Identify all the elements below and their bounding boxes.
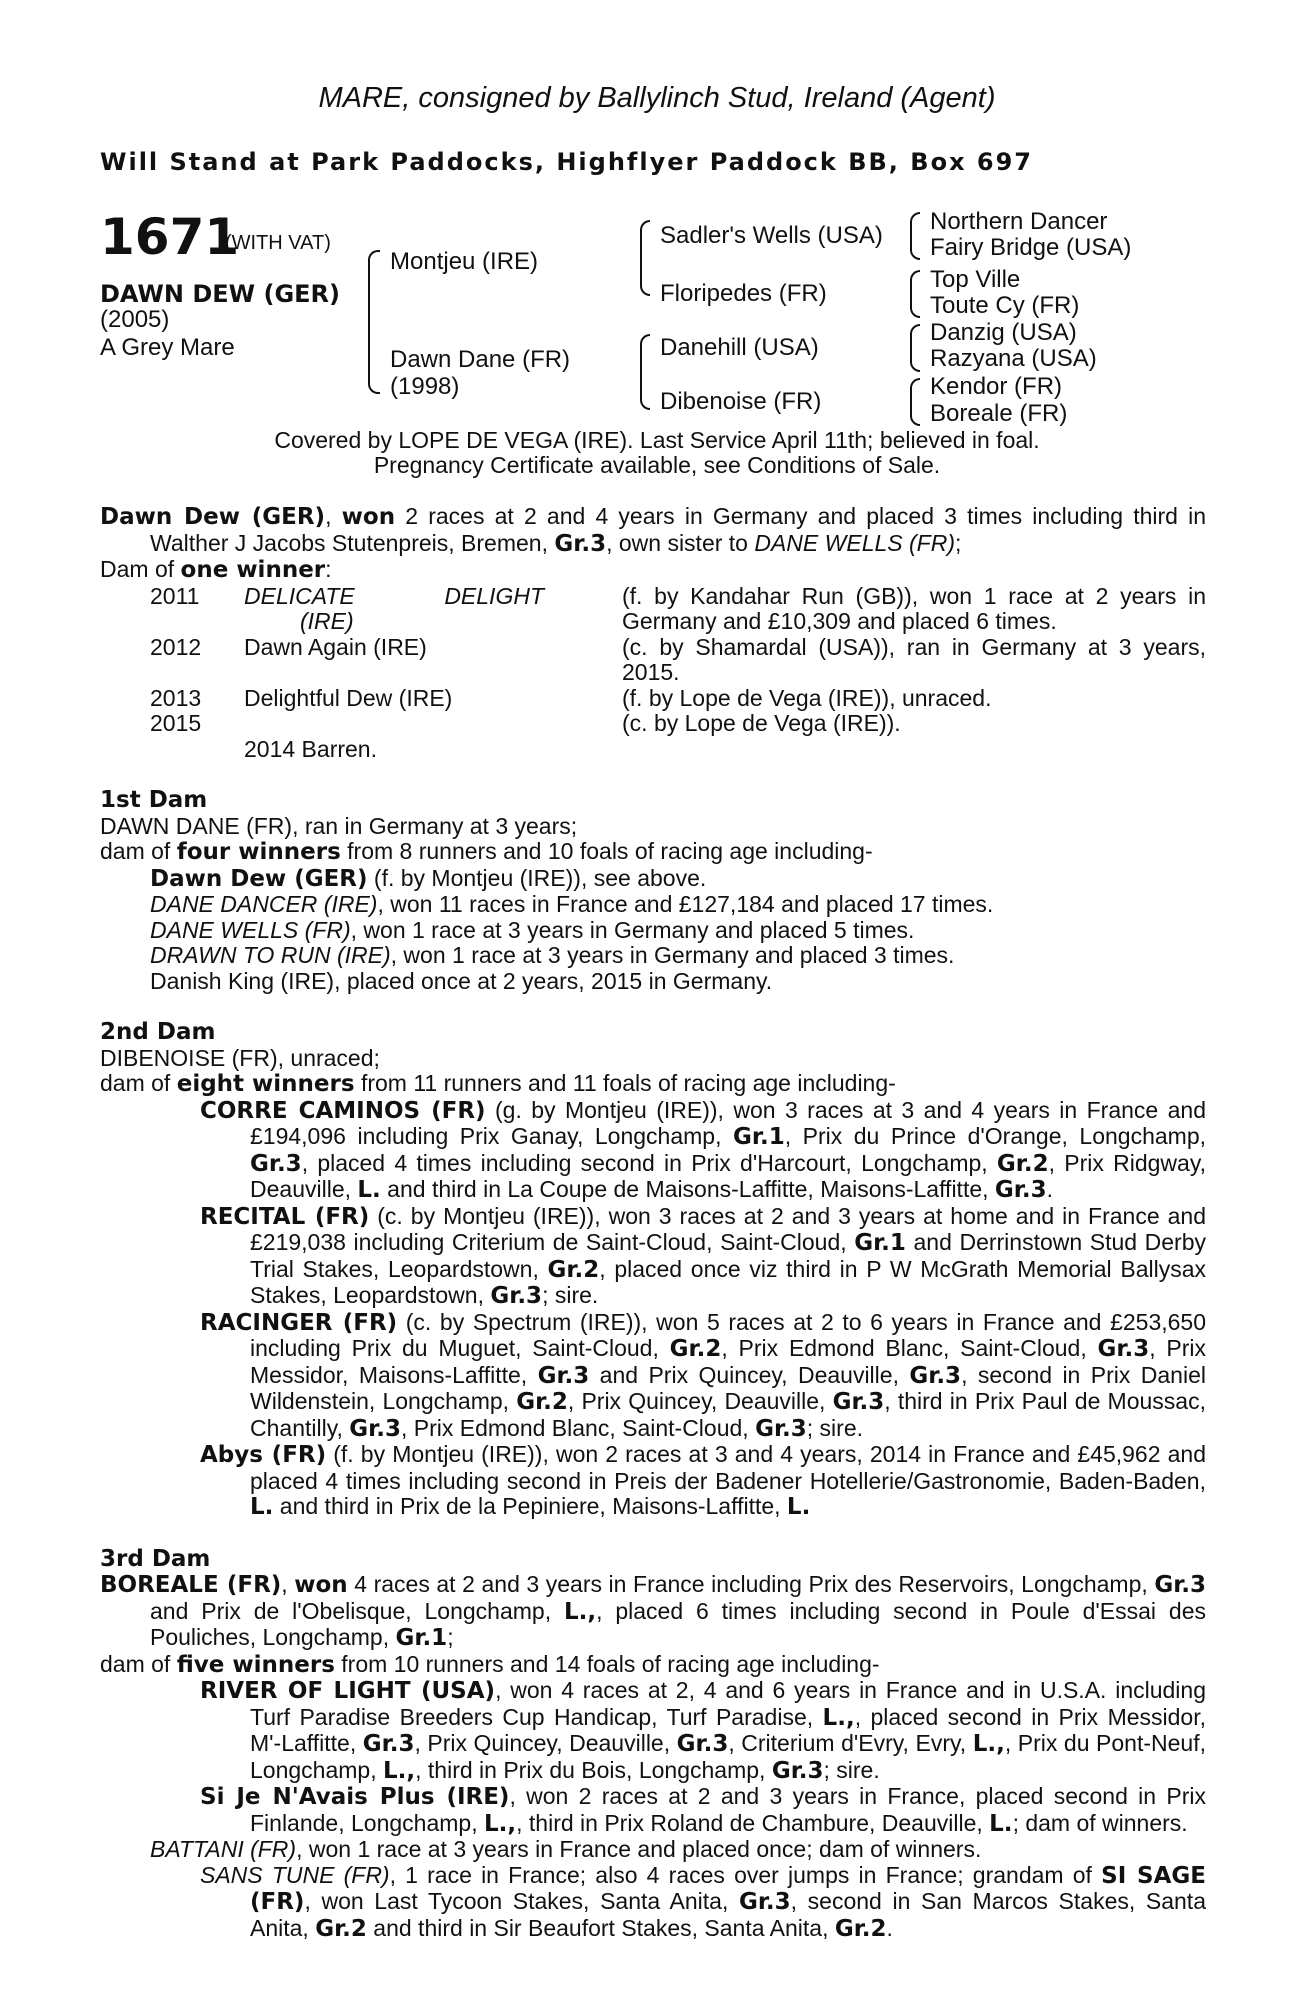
offspring-name: DANE DANCER (IRE) [150, 891, 378, 917]
grade: L., [972, 1731, 1005, 1757]
second-dam-line: DIBENOISE (FR), unraced; [100, 1044, 380, 1071]
text: , 1 race in France; also 4 races over jumps in France; grandam of [389, 1861, 1102, 1888]
offspring-name: RECITAL (FR) [200, 1203, 370, 1230]
second-dam-heading: 2nd Dam [100, 1019, 216, 1045]
grade: Gr.1 [733, 1124, 785, 1150]
pedigree-brace [910, 212, 920, 260]
text: and Prix de l'Obelisque, Longchamp, [150, 1597, 564, 1624]
list-item: Danish King (IRE), placed once at 2 years, 2015 in Germany. [150, 967, 773, 994]
list-item [100, 1442, 1206, 1521]
text: , placed 6 times including second in Poule d'Essai des Pouliches, Longchamp, [150, 1597, 1206, 1650]
offspring-name: DRAWN TO RUN (IRE) [150, 942, 391, 968]
text: (g. by Montjeu (IRE)), won 3 races at 3 and 4 years in France and £194,096 including Prix Ganay, Longchamp, [250, 1096, 1206, 1149]
list-item [100, 1310, 1206, 1443]
text: (c. by Montjeu (IRE)), won 3 races at 2 and 3 years at home and in France and £219,038 including Criterium de Saint-Cloud, Saint-Cloud, [250, 1202, 1206, 1255]
grade: Gr.3 [537, 1362, 590, 1389]
winner-count: five winners [176, 1651, 335, 1678]
vat-note: (WITH VAT) [225, 232, 331, 254]
list-item [100, 918, 1206, 944]
progeny-name: DELICATE DELIGHT [244, 582, 544, 609]
progeny-year: 2011 [150, 582, 200, 609]
progeny-details: (c. by Shamardal (USA)), ran in Germany at 3 years, 2015. [622, 633, 1206, 685]
third-dam-dam-of [100, 1652, 1206, 1679]
progeny-name: (IRE) [300, 608, 354, 634]
progeny-year: 2013 [150, 684, 202, 711]
lot-number: 1671 [100, 208, 240, 266]
pedigree-gen3: Kendor (FR) [930, 373, 1063, 400]
pedigree-dam-sire: Danehill (USA) [660, 334, 819, 361]
text: , third in Prix du Bois, Longchamp, [415, 1756, 772, 1783]
text: , won Last Tycoon Stakes, Santa Anita, [304, 1888, 739, 1914]
pedigree-brace [640, 220, 650, 296]
grade: Gr.3 [1097, 1336, 1150, 1362]
mare-name: Dawn Dew (GER) [100, 504, 326, 530]
offspring-name: SANS TUNE (FR) [200, 1861, 390, 1888]
text: , Criterium d'Evry, Evry, [728, 1730, 973, 1756]
grade: L., [563, 1598, 597, 1625]
barren-note: 2014 Barren. [244, 735, 377, 762]
third-dam-heading: 3rd Dam [100, 1545, 211, 1572]
text: , third in Prix Roland de Chambure, Deauville, [516, 1809, 990, 1836]
pedigree-gen3: Danzig (USA) [930, 319, 1077, 346]
pregnancy-note: Pregnancy Certificate available, see Conditions of Sale. [373, 452, 941, 478]
text: and third in Prix de la Pepiniere, Maisons-Laffitte, [273, 1493, 787, 1519]
grade: L., [822, 1704, 855, 1731]
grade: L., [484, 1810, 517, 1837]
consignor-line: MARE, consigned by Ballylinch Stud, Ireland (Agent) [318, 82, 996, 114]
text: ; [447, 1624, 454, 1650]
pedigree-sire: Montjeu (IRE) [390, 248, 539, 275]
grade: Gr.2 [669, 1336, 722, 1362]
foaling-year: (2005) [100, 306, 170, 333]
grade: Gr.2 [315, 1915, 367, 1942]
pedigree-gen3: Toute Cy (FR) [930, 292, 1080, 319]
pedigree-dam-year: (1998) [390, 373, 460, 400]
list-item [100, 1837, 1206, 1863]
table-row [150, 635, 1206, 686]
text: , Prix Quincey, Deauville, [567, 1388, 833, 1414]
text: , Prix du Prince d'Orange, Longchamp, [784, 1123, 1206, 1149]
text: . [886, 1914, 893, 1941]
offspring-name: CORRE CAMINOS (FR) [200, 1097, 486, 1124]
list-item: CORRE CAMINOS (FR) (g. by Montjeu (IRE)), won 3 races at 3 and 4 years in France and £194,096 including Prix Ganay, Longchamp, Gr.1, Prix du Prince d'Orange, Longchamp, Gr.3, placed 4 times including second in Prix d'Harcourt, Longchamp, Gr.2, Prix Ridgway, Deauville, L. and third in La Coupe de Maisons-Laffitte, Maisons-Laffitte, Gr.3. [200, 1096, 1206, 1203]
text: from 8 runners and 10 foals of racing age including- [340, 838, 873, 864]
progeny-name: Delightful Dew (IRE) [244, 684, 453, 711]
grade: L., [382, 1757, 416, 1784]
grade: L. [786, 1494, 811, 1520]
text: (f. by Montjeu (IRE)), see above. [367, 864, 707, 891]
pedigree-gen3: Northern Dancer [930, 208, 1108, 235]
grade: Gr.3 [250, 1150, 302, 1177]
progeny-table [150, 584, 1206, 763]
text: , Prix Edmond Blanc, Saint-Cloud, [721, 1335, 1098, 1361]
first-dam-line: DAWN DANE (FR), ran in Germany at 3 years; [100, 812, 578, 839]
covered-note: Covered by LOPE DE VEGA (IRE). Last Service April 11th; believed in foal. [274, 427, 1040, 453]
first-dam-heading: 1st Dam [100, 787, 208, 813]
grade: Gr.3 [1154, 1572, 1207, 1598]
winner-count: one winner [180, 557, 326, 583]
text: dam of [100, 838, 177, 864]
text: from 11 runners and 11 foals of racing age including- [354, 1070, 896, 1096]
won-label: won [341, 504, 396, 530]
offspring-name: Dawn Dew (GER) [150, 865, 368, 892]
grade: Gr.3 [909, 1362, 962, 1389]
list-item [100, 1678, 1206, 1784]
pedigree-gen3: Fairy Bridge (USA) [930, 234, 1132, 261]
pedigree-dam: Dawn Dane (FR) [390, 346, 571, 373]
text: , Prix du Pont-Neuf, Longchamp, [250, 1730, 1206, 1783]
text: ; sire. [542, 1282, 599, 1308]
text: ; sire. [806, 1414, 863, 1441]
horse-name: DAWN DEW (GER) [100, 280, 340, 308]
offspring-name: BATTANI (FR) [150, 1836, 297, 1862]
text: (c. by Spectrum (IRE)), won 5 races at 2 to 6 years in France and £253,650 including Prix du Muguet, Saint-Cloud, [250, 1308, 1207, 1361]
grade: L. [989, 1810, 1013, 1837]
text: , Prix Quincey, Deauville, [414, 1730, 677, 1756]
progeny-details: (f. by Lope de Vega (IRE)), unraced. [622, 684, 992, 711]
text: , Prix Edmond Blanc, Saint-Cloud, [400, 1414, 756, 1441]
text: from 10 runners and 14 foals of racing age including- [334, 1650, 880, 1677]
pedigree-brace [910, 378, 920, 426]
third-dam-record: BOREALE (FR), won 4 races at 2 and 3 years in France including Prix des Reservoirs, Longchamp, Gr.3 and Prix de l'Obelisque, Longchamp, L.,, placed 6 times including second in Poule d'Essai des Pouliches, Longchamp, Gr.1; [100, 1571, 1207, 1651]
second-dam-dam-of [100, 1071, 1206, 1098]
text: (f. by Montjeu (IRE)), won 2 races at 3 and 4 years, 2014 in France and £45,962 and placed 4 times including second in Preis der Badener Hotellerie/Gastronomie, Baden-Baden, [250, 1441, 1206, 1494]
text: , own sister to [606, 529, 755, 556]
pedigree-brace [910, 324, 920, 372]
text: 2 races at 2 and 4 years in Germany and placed 3 times including third in Walther J Jacobs Stutenpreis, Bremen, [150, 503, 1207, 556]
winner-count: four winners [176, 839, 341, 865]
sister-name: DANE WELLS (FR) [754, 529, 955, 556]
grade: Gr.1 [854, 1230, 906, 1256]
grade: Gr.3 [554, 530, 607, 557]
offspring-name: DANE WELLS (FR) [150, 916, 351, 943]
text: : [325, 556, 332, 582]
grade: Gr.3 [771, 1757, 824, 1784]
text: , won 1 race at 3 years in Germany and placed 3 times. [390, 942, 955, 968]
table-row [150, 686, 1206, 712]
grade: L. [250, 1494, 274, 1520]
text: dam of [100, 1650, 177, 1677]
mare-record: Dawn Dew (GER), won 2 races at 2 and 4 years in Germany and placed 3 times including third in Walther J Jacobs Stutenpreis, Bremen, Gr.3, own sister to DANE WELLS (FR); [100, 503, 1207, 557]
pedigree-sire-sire: Sadler's Wells (USA) [660, 222, 883, 249]
first-dam-dam-of [100, 839, 1206, 866]
grade: Gr.3 [676, 1731, 729, 1757]
table-row [150, 711, 1206, 737]
offspring-name: Si Je N'Avais Plus (IRE) [200, 1784, 510, 1810]
pedigree-dam-dam: Dibenoise (FR) [660, 388, 822, 415]
text: , won 1 race at 3 years in Germany and placed 5 times. [350, 916, 915, 943]
offspring-name: RACINGER (FR) [200, 1309, 398, 1336]
pedigree-gen3: Top Ville [930, 266, 1021, 293]
grade: Gr.3 [832, 1389, 885, 1415]
progeny-name: Dawn Again (IRE) [244, 633, 427, 660]
text: and third in Sir Beaufort Stakes, Santa Anita, [366, 1914, 835, 1941]
text: , second in San Marcos Stakes, Santa Anita, [250, 1888, 1206, 1941]
pedigree-brace [640, 334, 650, 410]
horse-description: A Grey Mare [100, 334, 235, 361]
text: , won 11 races in France and £127,184 and placed 17 times. [377, 891, 994, 917]
grade: Gr.3 [738, 1889, 791, 1915]
text: , Prix Ridgway, Deauville, [250, 1149, 1206, 1202]
grade: L. [357, 1177, 381, 1203]
list-item [150, 1863, 1206, 1943]
offspring-name: RIVER OF LIGHT (USA) [200, 1678, 496, 1704]
grade: Gr.2 [834, 1915, 887, 1942]
text: , placed 4 times including second in Prix d'Harcourt, Longchamp, [301, 1149, 997, 1176]
pedigree-brace [368, 250, 380, 394]
grade: Gr.3 [362, 1731, 415, 1757]
list-item [100, 866, 1206, 893]
text: , second in Prix Daniel Wildenstein, Longchamp, [250, 1361, 1206, 1414]
dam-name: BOREALE (FR) [100, 1572, 282, 1598]
offspring-name: Abys (FR) [200, 1442, 327, 1468]
grade: Gr.3 [490, 1283, 543, 1309]
text: and Prix Quincey, Deauville, [589, 1361, 910, 1388]
text: , won 1 race at 3 years in France and placed once; dam of winners. [296, 1836, 982, 1862]
grade: Gr.2 [516, 1389, 568, 1415]
pedigree-gen3: Boreale (FR) [930, 400, 1068, 427]
text: , placed once viz third in P W McGrath Memorial Ballysax Stakes, Leopardstown, [250, 1255, 1207, 1308]
pedigree-brace [910, 270, 920, 318]
progeny-details: (f. by Kandahar Run (GB)), won 1 race at 2 years in Germany and £10,309 and placed 6 times. [622, 582, 1206, 634]
text: , third in Prix Paul de Moussac, Chantilly, [250, 1388, 1206, 1441]
list-item [100, 1784, 1206, 1837]
progeny-details: (c. by Lope de Vega (IRE)). [622, 710, 901, 736]
grade: Gr.1 [395, 1625, 448, 1651]
text: ; sire. [823, 1756, 880, 1783]
table-row [150, 584, 1206, 635]
stand-location: Will Stand at Park Paddocks, Highflyer Paddock BB, Box 697 [100, 148, 1033, 176]
text: ; [955, 529, 962, 556]
text: 4 races at 2 and 3 years in France including Prix des Reservoirs, Longchamp, [347, 1571, 1155, 1597]
list-item [100, 892, 1206, 918]
grade: Gr.2 [996, 1150, 1049, 1177]
progeny-year: 2015 [150, 710, 202, 736]
grade: Gr.3 [994, 1177, 1047, 1203]
dam-of-line [100, 557, 1206, 584]
pedigree-gen3: Razyana (USA) [930, 345, 1097, 372]
text: , won 4 races at 2, 4 and 6 years in France and in U.S.A. including Turf Paradise Breeders Cup Handicap, Turf Paradise, [250, 1677, 1207, 1730]
catalogue-body [100, 504, 1206, 1942]
grade: Gr.3 [755, 1415, 807, 1442]
grade: Gr.3 [349, 1415, 401, 1442]
won-label: won [294, 1572, 348, 1598]
progeny-year: 2012 [150, 633, 202, 660]
list-item [100, 943, 1206, 969]
text: ; dam of winners. [1012, 1809, 1188, 1836]
table-row [150, 737, 1206, 763]
text: dam of [100, 1070, 177, 1096]
text: , placed second in Prix Messidor, M'-Laffitte, [250, 1703, 1206, 1756]
grade: Gr.2 [547, 1256, 600, 1283]
text: Dam of [100, 556, 181, 582]
winner-count: eight winners [176, 1071, 355, 1097]
list-item [100, 1204, 1206, 1310]
text: , won 2 races at 2 and 3 years in France, placed second in Prix Finlande, Longchamp, [250, 1783, 1206, 1836]
pedigree-sire-dam: Floripedes (FR) [660, 280, 827, 307]
text: and Derrinstown Stud Derby Trial Stakes, Leopardstown, [250, 1229, 1207, 1282]
offspring-name: SI SAGE (FR) [250, 1862, 1207, 1915]
text: and third in La Coupe de Maisons-Laffitte, Maisons-Laffitte, [380, 1176, 995, 1202]
text: , Prix Messidor, Maisons-Laffitte, [250, 1335, 1207, 1388]
